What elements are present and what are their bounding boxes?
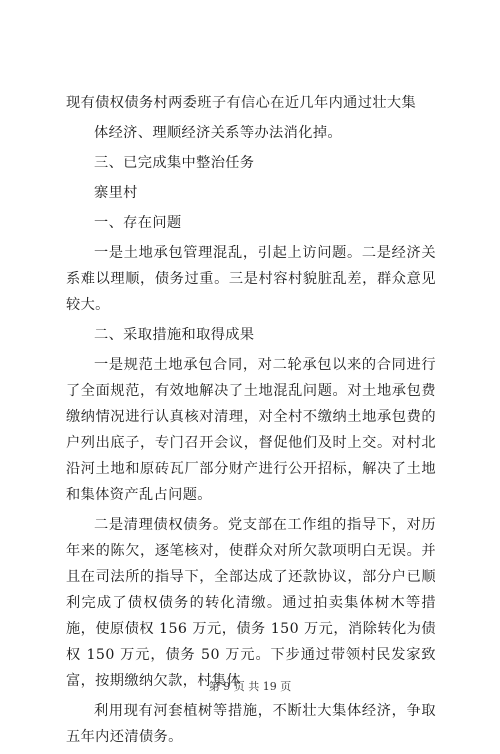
section-heading: 三、已完成集中整治任务 [94,155,255,171]
paragraph: 二是清理债权债务。党支部在工作组的指导下，对历年来的陈欠，逐笔核对，使群众对所欠款项明白无误。并且在司法所的指导下，全部达成了还款协议，部分户已顺利完成了债权债务的转化清缴。通过拍卖集体树木等措施，使原债权 156 万元，债务 150 万元，消除转化为债权 150 万元，债务 50 万元。下步通过带领村民发家致富，按期缴纳欠款，村集体 [66,517,436,689]
village-name: 寨里村 [94,185,138,201]
section-heading: 一、存在问题 [94,215,182,231]
section-heading: 二、采取措施和取得成果 [94,327,255,343]
paragraph: 一是规范土地承包合同，对二轮承包以来的合同进行了全面规范，有效地解决了土地混乱问题。对土地承包费缴纳情况进行认真核对清理，对全村不缴纳土地承包费的户列出底子，专门召开会议，督促他们及时上交。对村北沿河土地和原砖瓦厂部分财产进行公开招标，解决了土地和集体资产乱占问题。 [66,357,436,503]
page-footer [0,678,500,694]
paragraph: 体经济、理顺经济关系等办法消化掉。 [94,125,342,141]
paragraph: 现有债权债务村两委班子有信心在近几年内通过壮大集 [66,95,417,111]
document-body [66,90,436,754]
paragraph: 利用现有河套植树等措施，不断壮大集体经济，争取五年内还清债务。 [66,703,436,745]
page-number: 第 9 页 共 19 页 [208,680,292,693]
paragraph: 一是土地承包管理混乱，引起上访问题。二是经济关系难以理顺，债务过重。三是村容村貌脏乱差，群众意见较大。 [66,245,436,313]
